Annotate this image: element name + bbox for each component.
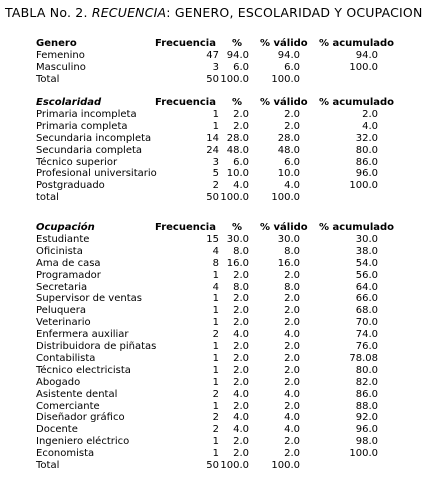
table-cell: Contabilista [36, 352, 96, 364]
table-cell: 2.0 [284, 120, 300, 132]
table-row [0, 282, 430, 294]
section-header-row [0, 38, 430, 50]
table-cell: Técnico superior [36, 156, 118, 168]
table-row [0, 192, 430, 204]
table-cell: 100.0 [220, 73, 249, 85]
table-cell: Oficinista [36, 245, 83, 257]
table-cell: 48.0 [226, 144, 249, 156]
table-cell: Secretaria [36, 281, 88, 293]
table-cell: 100.0 [271, 460, 300, 471]
table-cell: 4.0 [233, 388, 249, 400]
table-title [5, 5, 423, 20]
table-cell: 74.0 [355, 329, 378, 341]
table-row [0, 317, 430, 329]
table-cell: 96.0 [355, 168, 378, 180]
table-cell: 2.0 [284, 376, 300, 388]
header-cell: Escolaridad [36, 97, 102, 108]
table-cell: 78.08 [349, 352, 378, 364]
table-row [0, 246, 430, 258]
table-cell: 80.0 [355, 364, 378, 376]
header-cell: % válido [260, 222, 308, 233]
table-cell: 2 [212, 329, 219, 341]
section-header-row [0, 222, 430, 234]
table-row [0, 365, 430, 377]
table-row [0, 180, 430, 192]
table-cell: 2.0 [233, 293, 249, 305]
table-cell: 4.0 [362, 120, 378, 132]
table-cell: 6.0 [284, 156, 300, 168]
header-cell: % acumulado [319, 38, 395, 49]
table-cell: 92.0 [355, 412, 378, 424]
table-cell: 2.0 [362, 108, 378, 120]
table-cell: 66.0 [355, 293, 378, 305]
table-cell: total [36, 192, 59, 204]
table-cell: 28.0 [226, 132, 249, 144]
table-cell: 4.0 [284, 388, 300, 400]
table-cell: 2.0 [233, 364, 249, 376]
table-cell: 8 [212, 257, 219, 269]
table-cell: 68.0 [355, 305, 378, 317]
table-cell: 2.0 [284, 400, 300, 412]
table-cell: 2 [212, 424, 219, 436]
table-row [0, 448, 430, 460]
table-cell: Economista [36, 448, 95, 460]
table-cell: 100.0 [220, 192, 249, 204]
table-cell: 50 [206, 460, 219, 471]
table-row [0, 234, 430, 246]
table-cell: 14 [206, 132, 219, 144]
table-cell: 2.0 [284, 293, 300, 305]
table-cell: 30.0 [277, 233, 300, 245]
table-cell: Masculino [36, 61, 86, 73]
table-row [0, 389, 430, 401]
table-cell: Veterinario [36, 317, 91, 329]
table-cell: Ingeniero eléctrico [36, 436, 130, 448]
table-cell: 2.0 [233, 108, 249, 120]
table-cell: 4.0 [233, 412, 249, 424]
table-cell: Profesional universitario [36, 168, 157, 180]
table-cell: 54.0 [355, 257, 378, 269]
table-cell: Secundaria completa [36, 144, 143, 156]
table-cell: Estudiante [36, 233, 90, 245]
table-cell: Docente [36, 424, 78, 436]
table-cell: 2.0 [284, 352, 300, 364]
table-cell: 98.0 [355, 436, 378, 448]
table-cell: 6.0 [233, 61, 249, 73]
table-cell: 2.0 [233, 448, 249, 460]
table-cell: 100.0 [271, 192, 300, 204]
table-cell: 2.0 [233, 376, 249, 388]
table-cell: Total [36, 73, 60, 85]
table-cell: 4.0 [284, 412, 300, 424]
table-cell: 100.0 [349, 180, 378, 192]
table-cell: Postgraduado [36, 180, 105, 192]
table-cell: 15 [206, 233, 219, 245]
table-cell: Total [36, 460, 60, 471]
table-cell: 2.0 [233, 120, 249, 132]
table-cell: 30.0 [355, 233, 378, 245]
table-cell: 1 [212, 108, 219, 120]
table-cell: Supervisor de ventas [36, 293, 142, 305]
header-cell: Ocupación [36, 222, 95, 233]
table-cell: 32.0 [355, 132, 378, 144]
table-cell: 94.0 [355, 49, 378, 61]
table-cell: 2.0 [284, 305, 300, 317]
table-cell: 16.0 [226, 257, 249, 269]
table-cell: Enfermera auxiliar [36, 329, 129, 341]
table-row [0, 145, 430, 157]
table-cell: 8.0 [233, 245, 249, 257]
table-cell: 48.0 [277, 144, 300, 156]
table-cell: 96.0 [355, 424, 378, 436]
table-cell: 8.0 [284, 281, 300, 293]
table-cell: 4 [212, 245, 219, 257]
table-cell: Comerciante [36, 400, 100, 412]
table-cell: 2.0 [233, 305, 249, 317]
table-row [0, 424, 430, 436]
table-cell: 94.0 [277, 49, 300, 61]
table-cell: 38.0 [355, 245, 378, 257]
table-cell: 2.0 [284, 436, 300, 448]
table-cell: 3 [212, 156, 219, 168]
table-cell: 4.0 [284, 180, 300, 192]
table-row [0, 109, 430, 121]
table-cell: 8.0 [233, 281, 249, 293]
table-cell: 86.0 [355, 388, 378, 400]
table-cell: 50 [206, 73, 219, 85]
table-cell: 1 [212, 352, 219, 364]
table-row [0, 341, 430, 353]
table-cell: 1 [212, 436, 219, 448]
header-cell: % válido [260, 38, 308, 49]
table-row [0, 121, 430, 133]
table-cell: 1 [212, 269, 219, 281]
table-cell: 6.0 [233, 156, 249, 168]
table-cell: 64.0 [355, 281, 378, 293]
table-row [0, 436, 430, 448]
table-cell: 2 [212, 388, 219, 400]
table-cell: 76.0 [355, 341, 378, 352]
table-row [0, 377, 430, 389]
table-cell: Secundaria incompleta [36, 132, 152, 144]
table-row [0, 329, 430, 341]
table-cell: 94.0 [226, 49, 249, 61]
table-cell: 70.0 [355, 317, 378, 329]
table-cell: 6.0 [284, 61, 300, 73]
table-cell: 1 [212, 341, 219, 352]
table-cell: 1 [212, 376, 219, 388]
table-cell: 82.0 [355, 376, 378, 388]
table-cell: 4.0 [284, 424, 300, 436]
table-cell: 88.0 [355, 400, 378, 412]
table-cell: 8.0 [284, 245, 300, 257]
table-row [0, 50, 430, 62]
table-cell: Ama de casa [36, 257, 101, 269]
table-cell: 2.0 [233, 400, 249, 412]
table-cell: 2.0 [233, 269, 249, 281]
section-header-row [0, 97, 430, 109]
table-cell: 1 [212, 293, 219, 305]
header-cell: % acumulado [319, 97, 395, 108]
title-italic: RECUENCIA [91, 5, 167, 20]
header-cell: % [232, 222, 243, 233]
table-cell: 100.0 [349, 61, 378, 73]
header-cell: % [232, 97, 243, 108]
table-cell: 4.0 [233, 180, 249, 192]
table-cell: 4 [212, 281, 219, 293]
table-cell: Asistente dental [36, 388, 118, 400]
table-cell: 5 [212, 168, 219, 180]
title-rest: : GENERO, ESCOLARIDAD Y OCUPACION [166, 5, 423, 20]
table-cell: Femenino [36, 49, 85, 61]
table-cell: 2.0 [233, 317, 249, 329]
table-cell: Programador [36, 269, 101, 281]
table-cell: 24 [206, 144, 219, 156]
table-cell: 3 [212, 61, 219, 73]
table-row [0, 157, 430, 169]
table-cell: 1 [212, 400, 219, 412]
table-row [0, 401, 430, 413]
table-row [0, 62, 430, 74]
table-cell: 2.0 [284, 341, 300, 352]
table-cell: 4.0 [233, 424, 249, 436]
table-cell: 4.0 [284, 329, 300, 341]
table-cell: 2.0 [233, 436, 249, 448]
table-cell: Técnico electricista [36, 364, 131, 376]
table-cell: 100.0 [220, 460, 249, 471]
table-row [0, 168, 430, 180]
table-row [0, 270, 430, 282]
table-cell: 10.0 [226, 168, 249, 180]
table-cell: 1 [212, 317, 219, 329]
title-prefix: TABLA No. 2. [5, 5, 88, 20]
table-row [0, 293, 430, 305]
table-cell: 2.0 [284, 108, 300, 120]
header-cell: Genero [36, 38, 77, 49]
table-row [0, 353, 430, 365]
table-cell: 56.0 [355, 269, 378, 281]
header-cell: Frecuencia [155, 97, 216, 108]
table-cell: Primaria incompleta [36, 108, 137, 120]
table-cell: Abogado [36, 376, 81, 388]
header-cell: Frecuencia [155, 38, 216, 49]
table-cell: Peluquera [36, 305, 87, 317]
table-cell: 30.0 [226, 233, 249, 245]
table-cell: 1 [212, 448, 219, 460]
header-cell: % acumulado [319, 222, 395, 233]
table-cell: 80.0 [355, 144, 378, 156]
table-cell: 2.0 [284, 269, 300, 281]
table-cell: 2 [212, 180, 219, 192]
table-cell: 4.0 [233, 329, 249, 341]
table-cell: 1 [212, 364, 219, 376]
table-cell: 2.0 [233, 341, 249, 352]
table-cell: 86.0 [355, 156, 378, 168]
header-cell: Frecuencia [155, 222, 216, 233]
table-cell: 1 [212, 305, 219, 317]
header-cell: % [232, 38, 243, 49]
header-cell: % válido [260, 97, 308, 108]
table-row [0, 74, 430, 86]
table-cell: 2.0 [284, 364, 300, 376]
table-cell: 2 [212, 412, 219, 424]
table-cell: 100.0 [349, 448, 378, 460]
table-row [0, 460, 430, 472]
table-cell: Diseñador gráfico [36, 412, 125, 424]
table-cell: 100.0 [271, 73, 300, 85]
table-row [0, 258, 430, 270]
table-cell: 28.0 [277, 132, 300, 144]
table-row [0, 133, 430, 145]
table-cell: 2.0 [284, 448, 300, 460]
table-cell: Primaria completa [36, 120, 128, 132]
table-cell: 16.0 [277, 257, 300, 269]
table-cell: Distribuidora de piñatas [36, 341, 157, 352]
table-cell: 50 [206, 192, 219, 204]
table-cell: 47 [206, 49, 219, 61]
table-cell: 1 [212, 120, 219, 132]
table-row [0, 305, 430, 317]
table-cell: 2.0 [233, 352, 249, 364]
table-cell: 10.0 [277, 168, 300, 180]
table-cell: 2.0 [284, 317, 300, 329]
table-row [0, 412, 430, 424]
